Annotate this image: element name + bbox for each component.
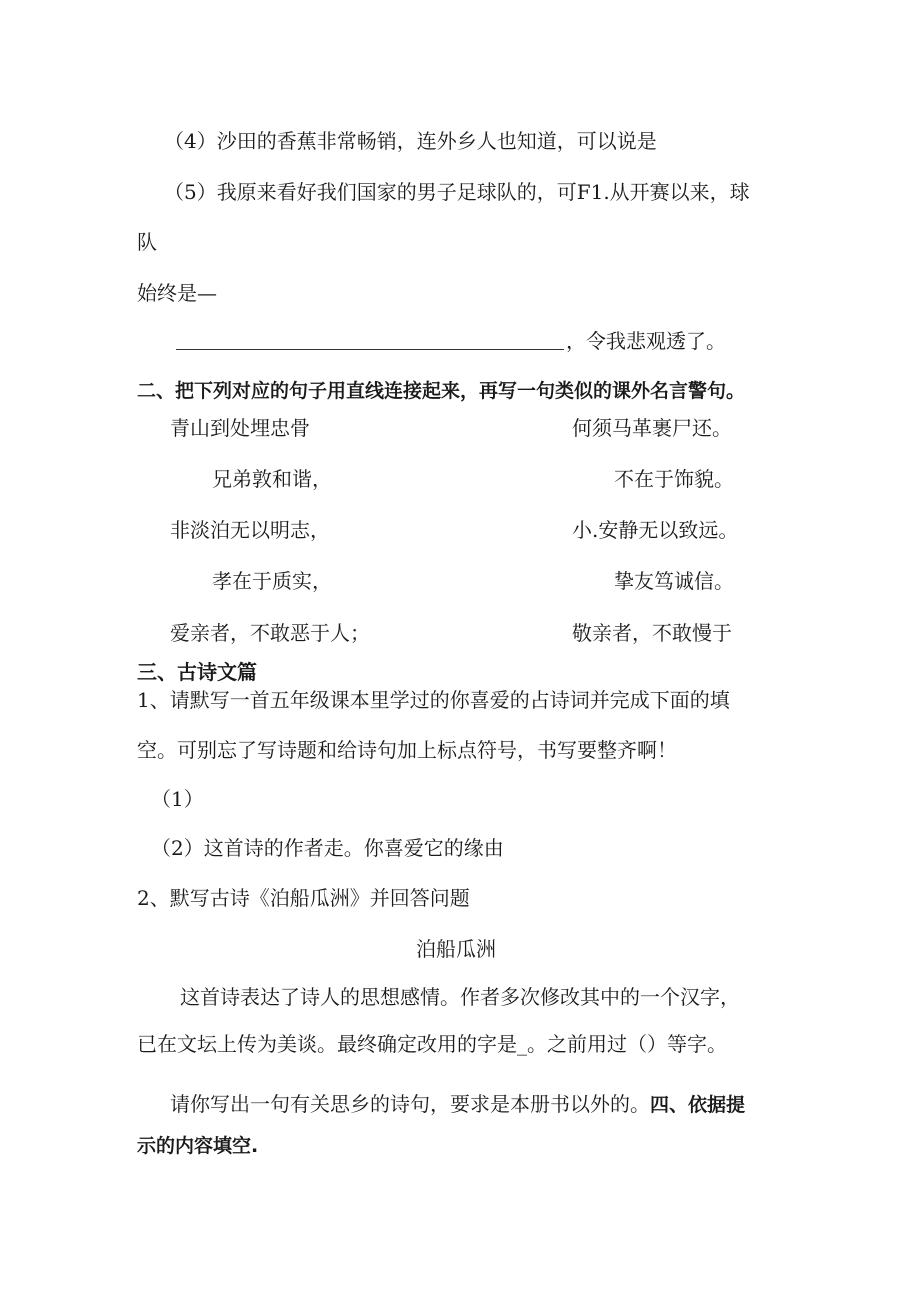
- left-item-1: 青山到处埋忠骨: [170, 416, 310, 440]
- section-3-heading-clip: [137, 660, 337, 684]
- question-5-line-2: 队: [137, 230, 157, 254]
- q2-para1-line-1: 这首诗表达了诗人的思想感情。作者多次修改其中的一个汉字，: [180, 985, 740, 1009]
- right-item-5-clip: [572, 621, 772, 645]
- section-2-heading: 二、把下列对应的句子用直线连接起来，再写一句类似的课外名言警句。: [137, 380, 746, 402]
- left-item-2: 兄弟敦和谐，: [212, 467, 332, 491]
- poem-title: 泊船瓜洲: [416, 937, 496, 961]
- q2-para1-line-2: 已在文坛上传为美谈。最终确定改用的字是_。之前用过（）等字。: [137, 1032, 727, 1056]
- q2-para2-normal-text: 请你写出一句有关思乡的诗句，要求是本册书以外的。: [170, 1092, 650, 1116]
- answer-blank-line: [176, 349, 564, 350]
- right-item-3: 小.安静无以致远。: [572, 518, 739, 542]
- section-3-heading: 三、古诗文篇: [137, 660, 257, 684]
- left-item-4: 孝在于质实，: [212, 569, 332, 593]
- question-5-line-1: （5）我原来看好我们国家的男子足球队的，可F1.从开赛以来，球: [164, 180, 750, 204]
- q2-para2-line-1: [170, 1092, 745, 1117]
- question-5-line-4: ，令我悲观透了。: [566, 329, 726, 353]
- section-4-heading-part-1: 四、依据提: [650, 1094, 746, 1116]
- section-4-heading-part-2: 示的内容填空.: [137, 1135, 259, 1157]
- q1-line-2: 空。可别忘了写诗题和给诗句加上标点符号，书写要整齐啊！: [137, 738, 677, 762]
- q2-line-1: 2、默写古诗《泊船瓜洲》并回答问题: [137, 886, 470, 910]
- right-item-1: 何须马革裹尸还。: [572, 416, 732, 440]
- left-item-5: 爱亲者，不敢恶于人；: [170, 621, 370, 645]
- q1-sub-1: （1）: [151, 787, 204, 811]
- left-item-3: 非淡泊无以明志，: [170, 518, 330, 542]
- question-4: （4）沙田的香蕉非常畅销，连外乡人也知道，可以说是: [164, 129, 657, 153]
- q1-line-1: 1、请默写一首五年级课本里学过的你喜爱的占诗词并完成下面的填: [137, 688, 730, 712]
- right-item-4: 挚友笃诚信。: [614, 569, 734, 593]
- right-item-5: 敬亲者，不敢慢于: [572, 621, 732, 645]
- right-item-2: 不在于饰貌。: [614, 467, 734, 491]
- q1-sub-2: （2）这首诗的作者走。你喜爱它的缘由: [151, 836, 504, 860]
- question-5-line-3: 始终是—: [137, 281, 217, 305]
